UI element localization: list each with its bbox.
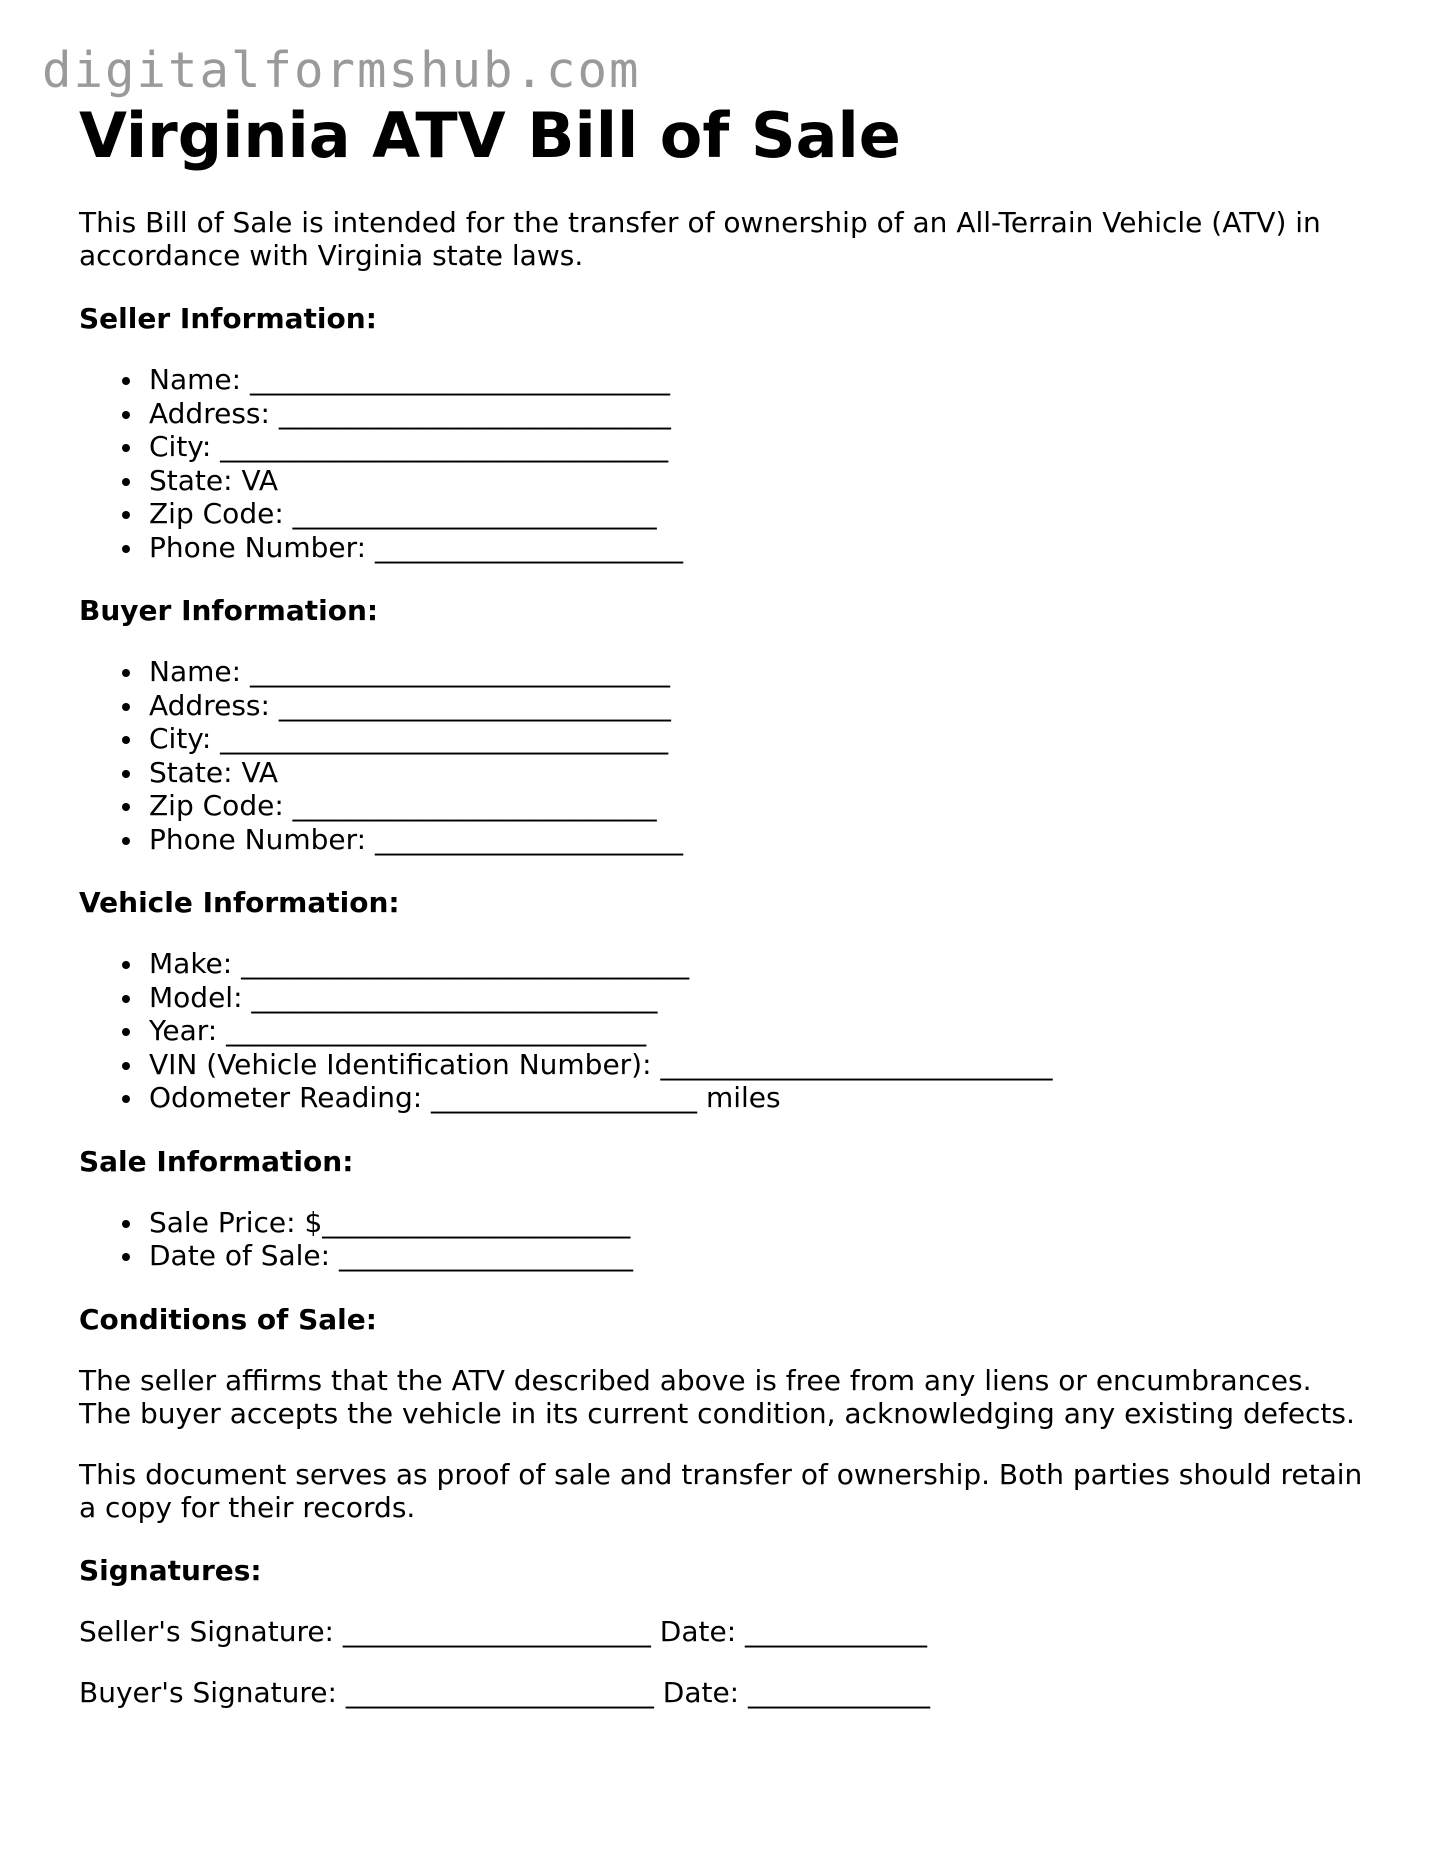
seller-name-field: Name: ______________________________ [149,363,1369,397]
seller-phone-field: Phone Number: ______________________ [149,531,1369,565]
seller-zip-field: Zip Code: __________________________ [149,497,1369,531]
vehicle-make-field: Make: ________________________________ [149,947,1369,981]
intro-paragraph: This Bill of Sale is intended for the transfer of ownership of an All-Terrain Vehicle (ATV) in accordance with Virginia state laws. [79,206,1321,273]
sale-price-field: Sale Price: $______________________ [149,1206,1369,1240]
seller-signature-line: Seller's Signature: ______________________ Date: _____________ [79,1614,928,1648]
buyer-zip-field: Zip Code: __________________________ [149,789,1369,823]
buyer-info-list [79,655,1369,856]
sale-info-list [79,1206,1369,1273]
seller-city-field: City: ________________________________ [149,430,1369,464]
vehicle-section-heading: Vehicle Information: [79,886,400,920]
proof-of-sale-paragraph: This document serves as proof of sale and transfer of ownership. Both parties should retain a copy for their records. [79,1457,1363,1524]
buyer-phone-field: Phone Number: ______________________ [149,823,1369,857]
conditions-section-heading: Conditions of Sale: [79,1302,377,1336]
buyer-section-heading: Buyer Information: [79,594,379,628]
buyer-signature-line: Buyer's Signature: ______________________ Date: _____________ [79,1675,931,1709]
vehicle-info-list [79,947,1369,1115]
buyer-city-field: City: ________________________________ [149,722,1369,756]
buyer-state-field: State: VA [149,756,1369,790]
seller-state-field: State: VA [149,464,1369,498]
watermark-text: digitalformshub.com [42,42,641,99]
bill-of-sale-document [79,99,1369,1709]
buyer-address-field: Address: ____________________________ [149,689,1369,723]
sale-date-field: Date of Sale: _____________________ [149,1239,1369,1273]
vehicle-vin-field: VIN (Vehicle Identification Number): ____________________________ [149,1048,1369,1082]
seller-section-heading: Seller Information: [79,302,377,336]
vehicle-model-field: Model: _____________________________ [149,981,1369,1015]
conditions-paragraph: The seller affirms that the ATV described above is free from any liens or encumbrances. The buyer accepts the vehicle in its current condition, acknowledging any existing defects. [79,1363,1355,1430]
seller-info-list [79,363,1369,564]
vehicle-year-field: Year: ______________________________ [149,1014,1369,1048]
buyer-name-field: Name: ______________________________ [149,655,1369,689]
signatures-section-heading: Signatures: [79,1553,262,1587]
vehicle-odometer-field: Odometer Reading: ___________________ miles [149,1081,1369,1115]
document-title: Virginia ATV Bill of Sale [79,99,901,172]
sale-section-heading: Sale Information: [79,1144,354,1178]
seller-address-field: Address: ____________________________ [149,397,1369,431]
